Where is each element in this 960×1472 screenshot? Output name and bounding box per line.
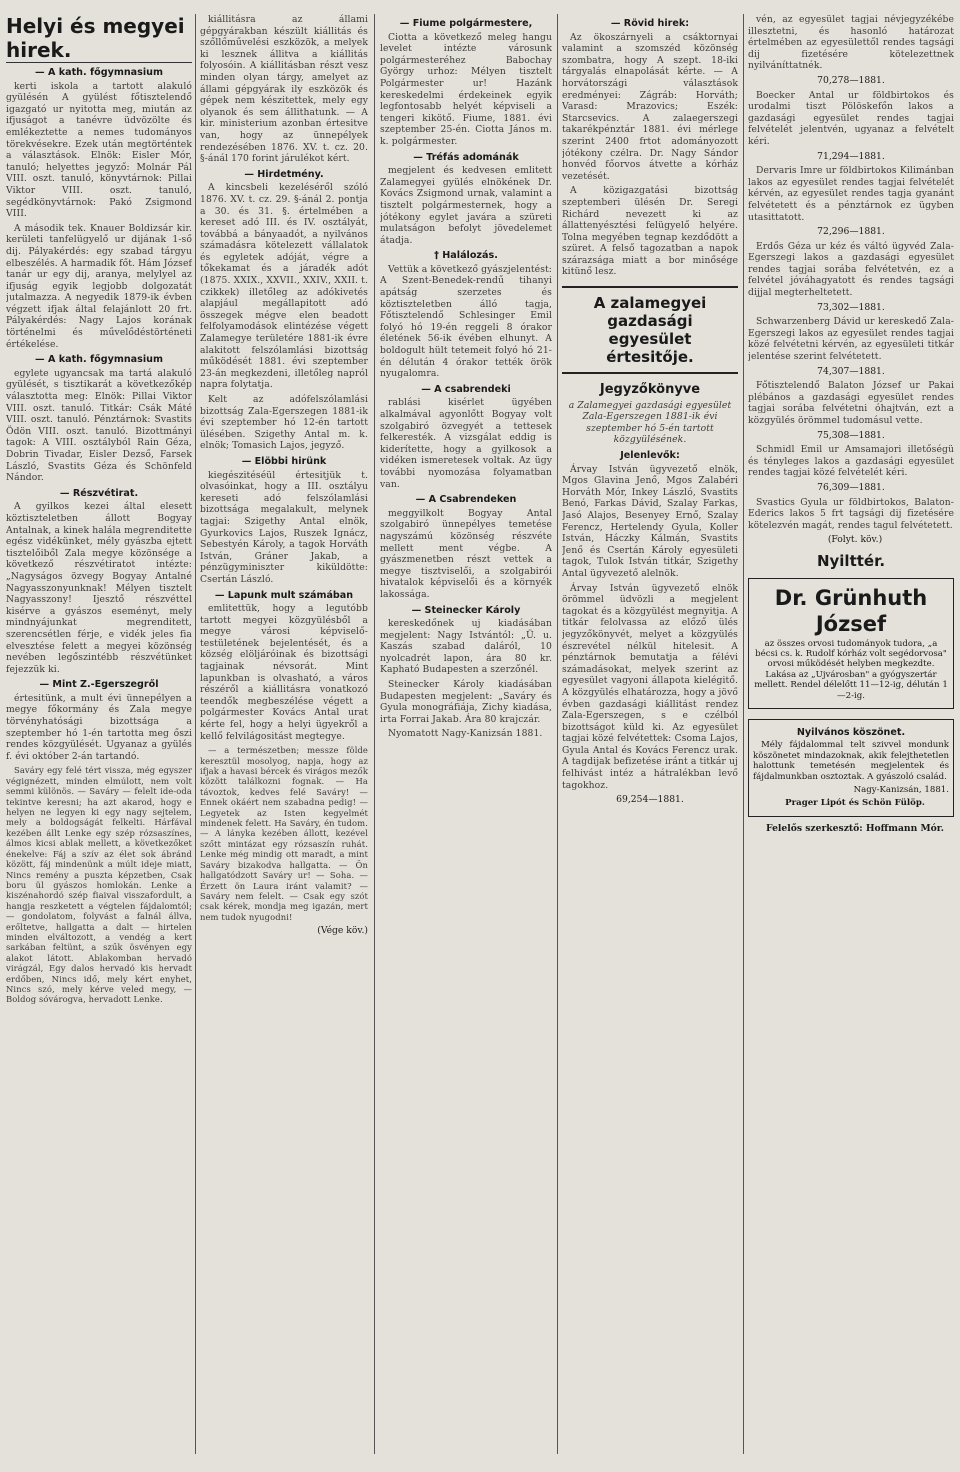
column-divider	[195, 14, 196, 1454]
record-number: 71,294—1881.	[817, 150, 885, 162]
news-heading: — A csabrendeki	[421, 383, 511, 395]
news-text: értesitünk, a mult évi ünnepélyen a megye főkormány és Zala megye törvényhatósági bizottsága a szeptember hó 1-én tartotta meg őszi rendes közgyülését. Ugyanaz a gyülés f. évi október 2-án tartandó.	[6, 692, 192, 762]
news-heading: — Steinecker Károly	[411, 604, 521, 616]
column-5	[748, 14, 954, 1454]
column-1	[6, 14, 192, 1454]
news-heading: — Részvétirat.	[59, 487, 139, 499]
news-text: rablási kisérlet ügyében alkalmával agyonlőtt Bogyay volt szolgabiró özvegyét a tettesek felkeresték. A vizsgálat eddig is kiderítette, hogy a gyilkosok a vidéken ismeretesek voltak. Az ügy további nyomozása folyamatban van.	[380, 397, 552, 490]
ad-section-label: Nyilttér.	[816, 551, 886, 570]
minutes-text: Schmidl Emil ur Amsamajori illetőségü és tényleges lakos a gazdasági egyesület rendes tagjai közé felvételét kéri.	[748, 444, 954, 479]
minutes-text: Dervaris Imre ur földbirtokos Kilimánban lakos az egyesület rendes tagjai felvételét kérvén, az egyesület rendes tagja gyanánt felvétetett és a pénztárnok ez ügyben utasittatott.	[748, 165, 954, 223]
minutes-text: Svastics Gyula ur földbirtokos, Balaton-Ederics lakos 5 frt tagsági dij fizetésére kötelezvén magát, rendes tagul felvétetett.	[748, 496, 954, 531]
present-heading: Jelenlevők:	[620, 450, 680, 462]
record-number: 72,296—1881.	[817, 226, 885, 238]
news-text: Steinecker Károly kiadásában Budapesten megjelent: „Saváry és Gyula monográfiája, Zichy kiadása, irta Forrai Jakab. Ára 80 krajczár.	[380, 679, 552, 725]
minutes-text: Főtisztelendő Balaton József ur Pakai plébános a gazdasági egyesület rendes tagjai sorába felvétetni óhajtván, ezt a közgyülés örömmel tudomásul vette.	[748, 380, 954, 426]
minutes-intro: a Zalamegyei gazdasági egyesület Zala-Egerszegen 1881-ik évi szeptember hó 5-én tartott közgyülésének.	[568, 399, 732, 446]
editor-footer: Felelős szerkesztő: Hoffmann Mór.	[766, 822, 944, 834]
news-text: Nyomatott Nagy-Kanizsán 1881.	[388, 728, 543, 740]
record-number: 76,309—1881.	[817, 481, 885, 493]
news-text: A közigazgatási bizottság szeptemberi ülésén Dr. Seregi Richárd nevezett ki az állattenyésztési felügyelő helyére. Tolna megyében tegnap kezdődött a szüret. A felső tagozatban a napok szárazsága miatt a bor minősége kitünő lesz.	[562, 185, 738, 278]
news-text: egylete ugyancsak ma tartá alakuló gyülését, s tisztikarát a következőkép választotta meg: Elnök: Pillai Viktor VIII. oszt. tanuló. Titkár: Csák Máté VIII. oszt. tanuló. Pénztárnok: Svastits Ödön VIII. oszt. tanuló. Bizottmányi tagok: A VIII. osztályból Rain Géza, Dobrin Tivadar, Eisler Dezső, Farsek László, Svastits Géza és Schönfeld Nándor.	[6, 367, 192, 484]
record-number: 70,278—1881.	[817, 74, 885, 86]
serial-story: — a természetben; messze földe keresztül mosolyog, napja, hogy az ifjak a havasi bércek és virágos mezők között találkozni fognak. — Ha távoztok, kedves felé Saváry! — Ennek okáért nem szabadna pedig! — Legyetek az Isten kegyelmét mindenek felett. Ha Saváry, én tudom. — A lányka kezében állott, kezével szőtt mintázat egy rózsaszín ruhát. Lenke még mindig ott maradt, a mint Saváry bizakodva hallgatta. — Ön hallgatódzott Saváry ur! — Soha. — Érzett ön Laura iránt valamit? — Saváry nem felelt. — Csak egy szót csak kérek, mondja meg igazán, mert nem tudok nyugodni!	[200, 745, 368, 922]
ad-doctor-name: Dr. Grünhuth József	[774, 585, 928, 636]
ad-thanks-place: Nagy-Kanizsán, 1881.	[853, 785, 949, 795]
minutes-title: Jegyzőkönyve	[599, 382, 701, 398]
news-text: A gyilkos kezei által elesett köztiszteletben állott Bogyay Antalnak, a kinek halála megrenditette egész vidékünket, mély gyászba ejtett tisztelőiből Zala megye közönsége a következő részvétiratot intézte: „Nagyságos özvegy Bogyay Antalné Nagyasszonyunknak! Mélyen tisztelt Nagyasszony! Ijesztő részvéttel kisérve a gyászos eseményt, mely mindnyájunkat megrenditett, szerencsétlen férje, e vidék jeles fia elvesztése felett a megyei közönség nevében legőszintébb részvétünket fejezzük ki.	[6, 501, 192, 675]
news-text: megjelent és kedvesen emlitett Zalamegyei gyülés elnökének Dr. Kovács Zsigmond urnak, valamint a tisztelt polgármesternek, hogy a jótékony egylet javára a szüreti mulatságon befolyt jövedelemet átadja.	[380, 165, 552, 246]
news-heading: — Mint Z.-Egerszegről	[39, 679, 159, 691]
news-heading: — Fiume polgármestere,	[399, 18, 533, 29]
minutes-text: vén, az egyesület tagjai névjegyzékébe illesztetni, és hasonló határozat értelmében az egyesülettől rendes tagsági dij fizetésére kötelezettnek nyilváníttatnék.	[748, 14, 954, 72]
section-box-title: A zalamegyei gazdasági egyesület értesitője.	[562, 286, 738, 374]
minutes-text: Boecker Antal ur földbirtokos és urodalmi tiszt Pölöskefőn lakos a gazdasági egyesület rendes tagjai felvételét jelentvén, ugyanaz a felvételt kéri.	[748, 89, 954, 147]
news-heading: — Tréfás adománák	[413, 151, 519, 163]
present-list: Árvay István ügyvezető elnök, Mgos Glavina Jenő, Mgos Zalabéri Horváth Mór, Inkey László, Svastits Benó, Farkas Dávid, Szalay Farkas, Jasó Alajos, Besenyey Ernő, Szalay Ferencz, Hertelendy Gyula, Koller István, Háczky Kálmán, Svastits Jenő és Csertán Károly egyesületi tagok, Tulok István titkár, Szigethy Antal ügyvezető alelnök.	[562, 463, 738, 579]
minutes-text: Árvay István ügyvezető elnök örömmel üdvözli a megjelent tagokat és a közgyülést megnyitja. A titkár felolvassa az előző ülés jegyzőkönyvét, melyet a közgyülés észrevétel nélkül hitelesit. A pénztárnok bemutatja a félévi számadásokat, melyek szerint az egyesület vagyoni állapota kielégitő. A közgyülés elhatározza, hogy a jövő évben gazdasági kiállitást rendez Zala-Egerszegen, s e czélból bizottságot küld ki. Az egyesület tagjai közé felvétettek: Csoma Lajos, Gyula Antal és Kovács Ferencz urak. A tagdijak befizetése iránt a titkár uj felhivást intéz a hátralékban levő tagokhoz.	[562, 582, 738, 791]
news-text: kiállitásra az állami gépgyárakban készült kiállitás és szőllőművelési eszközök, a melyek ki lesznek állitva a kiállitás folyosóin. A kiállitásban részt vesz minden olyan tárgy, amelyet az állami gépgyárak ily eszközök és gépek nem készitettek, mely egy olyanok és sem állithatunk. — A kir. ministerium azonban értesitve van, hogy az ünnepélyek rendezésében 1876. XV. t. cz. 20. §-ánál 170 forint járulékot kért.	[200, 14, 368, 165]
section-title: Helyi és megyei hirek.	[6, 14, 192, 63]
news-text: Kelt az adófelszólamlási bizottság Zala-Egerszegen 1881-ik évi szeptember hó 12-én tartott ülésében. Szigethy Antal m. k. elnök; Tomasich Lajos, jegyző.	[200, 394, 368, 452]
ad-thanks-signature: Prager Lipót és Schön Fülöp.	[785, 798, 925, 809]
ad-doctor	[748, 578, 954, 709]
record-number: 74,307—1881.	[817, 365, 885, 377]
ad-thanks-text: Mély fájdalommal telt szivvel mondunk köszönetet mindazoknak, akik felejthetetlen halottunk temetésén megjelentek és fájdalmunkban osztoztak. A gyászoló család.	[753, 740, 949, 782]
record-number: 69,254—1881.	[616, 794, 684, 806]
news-text: kereskedőnek uj kiadásában megjelent: Nagy Istvántól: „Ü. u. Kaszás szabad daláról, 10 nyolcadrét lapon, ára 80 kr. Kapható Budapesten a szerzőnél.	[380, 618, 552, 676]
news-heading: — A kath. főgymnasium	[35, 354, 163, 366]
news-heading: — Elöbbi hirünk	[241, 455, 327, 467]
minutes-text: Schwarzenberg Dávid ur kereskedő Zala-Egerszegi lakos az egyesület rendes tagjai közé felvétetni kérvén, az egyesületi titkár jelentése szerint felvétetett.	[748, 316, 954, 363]
news-text: meggyilkolt Bogyay Antal szolgabiró ünnepélyes temetése nagyszámú közönség részvéte mellett ment végbe. A gyászmenetben részt vettek a megye tisztviselői, a szolgabirói hivatalok képviselői és a környék lakossága.	[380, 507, 552, 600]
serial-story: Saváry egy felé tért vissza, még egyszer végignézett, minden elmúlott, nem volt semmi különös. — Saváry — felelt ide-oda tekintve keresni; ha azt akarod, hogy e helyen ne legyen ki egy nagy sejtelem, mely a boldogságát felkelti. Hárfával kezében állt Lenke egy szép rózsaszínes, álmos kicsi ablak mellett, a következőket énekelve: Fáj a szív az élet sok ábránd között, fáj mindenünk a múlt ideje miatt, Nincs remény a puszta képzetben, Csak boru ül gyászos homlokán. Lenke a kiszénahordó szép fiaival visszafordult, a hangja reszketett a végtelen fájdalomtól; — gondolatom, folyvást a falnál állva, erőltetve, hallgatta a dalt — hirtelen minden elváltozott, a vendég a kert sarkában feltünt, a szűk ösvényen egy alakot látott. Ablakomban hervadó virágzál, Egy dalos hervadó kis hervadt erdőben, Nincs idő, mely kért enyhet, Nincs szó, mely kérve veled megy, — Boldog sóvárogva, hervadott Lenke.	[6, 765, 192, 1005]
news-text: Az ökoszárnyeli a csáktornyai valamint a szomszéd közönség szombatra, hogy A szept. 18-iki tárgyalás elnapolását kérte. — A horvátországi választások eredményei: Zágráb: Horváth; Varasd: Mrazovics; Eszék: Starcsevics. A zalaegerszegi takarékpénztár 1881. évi mérlege szerint 2400 frtot adományozott jótékony czélra. Dr. Nagy Sándor honvéd főorvos átvette a kórház vezetését.	[562, 31, 738, 182]
column-divider	[374, 14, 375, 1454]
column-4	[562, 14, 738, 1454]
column-3	[380, 14, 552, 1454]
record-number: 75,308—1881.	[817, 429, 885, 441]
continued-mark: (Folyt. köv.)	[827, 534, 883, 546]
column-divider	[743, 14, 744, 1454]
news-text: kiegészitéséül értesitjük t. olvasóinkat, hogy a III. osztályu kereseti adó felszólamlási bizottsága megalakult, melynek tagjai: Szigethy Antal elnök, Gyurkovics Lajos, Ruszek Ignácz, Sebestyén Károly, a tagok Horváth István, Gráner Jakab, a pénzügyminiszter kiküldötte: Csertán László.	[200, 469, 368, 585]
news-heading: — A kath. főgymnasium	[35, 67, 163, 78]
ad-thanks	[748, 719, 954, 817]
record-number: 73,302—1881.	[817, 301, 885, 313]
story-end-mark: (Vége köv.)	[317, 925, 368, 937]
news-heading: † Halálozás.	[434, 250, 498, 262]
minutes-text: Erdős Géza ur kéz és váltó ügyvéd Zala-Egerszegi lakos a gazdasági egyesület rendes tagjai sorába felvétetvén, ez a felvétel jóváhagyatott és rendes tagsági dijjal megterheltetett.	[748, 240, 954, 299]
news-text: A kincsbeli kezeléséről szóló 1876. XV. t. cz. 29. §-ánál 2. pontja a 30. és 31. §. értelmében a kereset adó III. és IV. osztályát, továbbá a bányaadót, a nyilvános számadásra kötelezett vállalatok és egyletek adóját, végre a tőkekamat és a járadék adót (1875. XXIX., XXVII., XXIV., XXII. t. czikkek) illetőleg az adókivetés alapjául megállapitott adó összegek mégve elen beadott felfolyamodások elintézése végett Zalamegye területére 1881-ik évre alakitott felszólamlási bizottság működését 1881. évi szeptember 23-án megkezdeni, illetőleg napról napra folytatja.	[200, 182, 368, 391]
news-text: A második tek. Knauer Boldizsár kir. kerületi tanfelügyelő ur dijának 1-ső dij. Pályakérdés: egy szabad tárgyu elbeszélés. A harmadik főt. Hám József tanár ur egy dij, aranya, melylyel az ifjuság egyik legjobb dolgozatát jutalmazza. A negyedik 1879-ik évben végzett ifjak által felajánlott 20 frt. Pályakérdés: Nagy Lajos korának történelmi és művelődéstörténeti értékelése.	[6, 222, 192, 350]
ad-thanks-title: Nyilvános köszönet.	[796, 726, 906, 738]
news-heading: — Rövid hirek:	[610, 18, 690, 29]
news-text: kerti iskola a tartott alakuló gyülésén A gyülést főtisztelendő igazgató ur nyitotta meg, miután az ifjuságot a tanévre üdvözölte és emlékeztette a nemes tudományos törekvésekre. Ezek után megtörténtek a választások. Elnök: Eisler Mór, tanuló; helyettes jegyző: Molnár Pál VIII. oszt. tanuló, könyvtárnok: Pillai Viktor VIII. oszt. tanuló, segédkönyvtárnok: Pakó Zsigmond VIII.	[6, 80, 192, 220]
news-text: Vettük a következő gyászjelentést: A Szent-Benedek-rendű tihanyi apátság szerzetes és köztiszteletben álló tagja, Főtisztelendő Schlesinger Emil folyó hó 19-én reggeli 8 órakor életének 56-ik évében elhunyt. A boldogult hült tetemeit folyó hó 21-én délután 4 órakor tették örök nyugalomra.	[380, 263, 552, 380]
news-heading: — Lapunk mult számában	[214, 589, 354, 601]
column-2	[200, 14, 368, 1454]
news-text: Ciotta a következő meleg hangu levelet intézte városunk polgármesteréhez Babochay György urhoz: Mélyen tisztelt Polgármester ur! Hazánk kereskedelmi érdekeinek egyik legfontosabb helyét képviseli a tengeri kikötő. Fiume, 1881. évi szeptember 25-én. Ciotta János m. k. polgármester.	[380, 31, 552, 147]
news-heading: — Hirdetmény.	[244, 168, 324, 180]
column-divider	[557, 14, 558, 1454]
news-text: emlitettük, hogy a legutóbb tartott megyei közgyülésből a megye városi képviselő-testületének bejelentését, és a község elöljáróinak és bizottsági tagjainak névsorát. Mint lapunkban is olvasható, a város részéről a kiállitásra vonatkozó teendők megbeszélése végett a polgármester Kovács Antal urat kérte fel, hogy a helyi ügyekről a kellő felvilágositást megtegye.	[200, 603, 368, 742]
ad-doctor-text: az összes orvosi tudományok tudora, „a bécsi cs. k. Rudolf kórház volt segédorvosa" orvosi működését helyben megkezdte. Lakása az „Ujvárosban" a gyógyszertár mellett. Rendel délelőtt 11—12-ig, délután 1—2-ig.	[754, 638, 948, 701]
news-heading: — A Csabrendeken	[415, 494, 517, 506]
